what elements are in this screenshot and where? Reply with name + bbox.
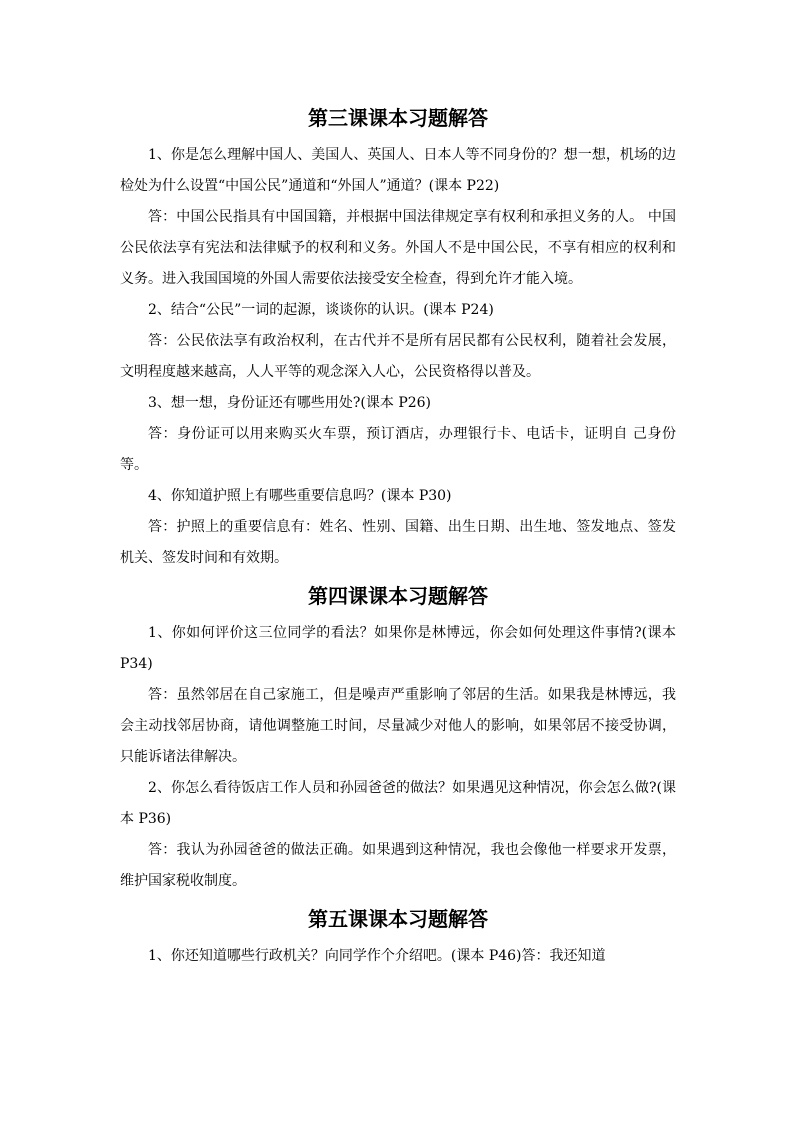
- document-body: [120, 96, 676, 972]
- section-title-lesson-3: 第三课课本习题解答: [308, 106, 488, 130]
- answer-4-2: 答：我认为孙园爸爸的做法正确。如果遇到这种情况，我也会像他一样要求开发票，维护国家税收制度。: [120, 842, 676, 889]
- question-4-1: 1、你如何评价这三位同学的看法？如果你是林博远，你会如何处理这件事情?(课本 P34): [120, 625, 676, 672]
- answer-3-2: 答：公民依法享有政治权利，在古代并不是所有居民都有公民权利，随着社会发展，文明程度越来越高，人人平等的观念深入人心，公民资格得以普及。: [120, 333, 676, 380]
- section-title-lesson-5: 第五课课本习题解答: [308, 907, 488, 931]
- question-5-1: 1、你还知道哪些行政机关？向同学作个介绍吧。(课本 P46)答：我还知道: [148, 948, 606, 964]
- answer-3-1: 答：中国公民指具有中国国籍，并根据中国法律规定享有权利和承担义务的人。 中国公民依法享有宪法和法律赋予的权利和义务。外国人不是中国公民，不享有相应的权利和义务。进入我国国境的外国人需要依法接受安全检查，得到允许才能入境。: [120, 209, 676, 287]
- question-3-1: 1、你是怎么理解中国人、美国人、英国人、日本人等不同身份的？想一想，机场的边检处为什么设置“中国公民”通道和“外国人”通道？(课本 P22): [120, 147, 676, 194]
- answer-3-3: 答：身份证可以用来购买火车票，预订酒店，办理银行卡、电话卡，证明自 己身份等。: [120, 426, 676, 473]
- answer-4-1: 答：虽然邻居在自己家施工，但是噪声严重影响了邻居的生活。如果我是林博远，我会主动找邻居协商，请他调整施工时间，尽量减少对他人的影响，如果邻居不接受协调，只能诉诸法律解决。: [120, 687, 676, 765]
- question-3-4: 4、你知道护照上有哪些重要信息吗？(课本 P30): [148, 488, 452, 504]
- answer-3-4: 答：护照上的重要信息有：姓名、性别、国籍、出生日期、出生地、签发地点、签发机关、签发时间和有效期。: [120, 519, 676, 566]
- section-title-lesson-4: 第四课课本习题解答: [308, 584, 488, 608]
- question-3-3: 3、想一想，身份证还有哪些用处?(课本 P26): [148, 395, 432, 411]
- question-3-2: 2、结合“公民”一词的起源，谈谈你的认识。(课本 P24): [148, 302, 494, 318]
- question-4-2: 2、你怎么看待饭店工作人员和孙园爸爸的做法？如果遇见这种情况，你会怎么做?(课本 P36): [120, 780, 676, 827]
